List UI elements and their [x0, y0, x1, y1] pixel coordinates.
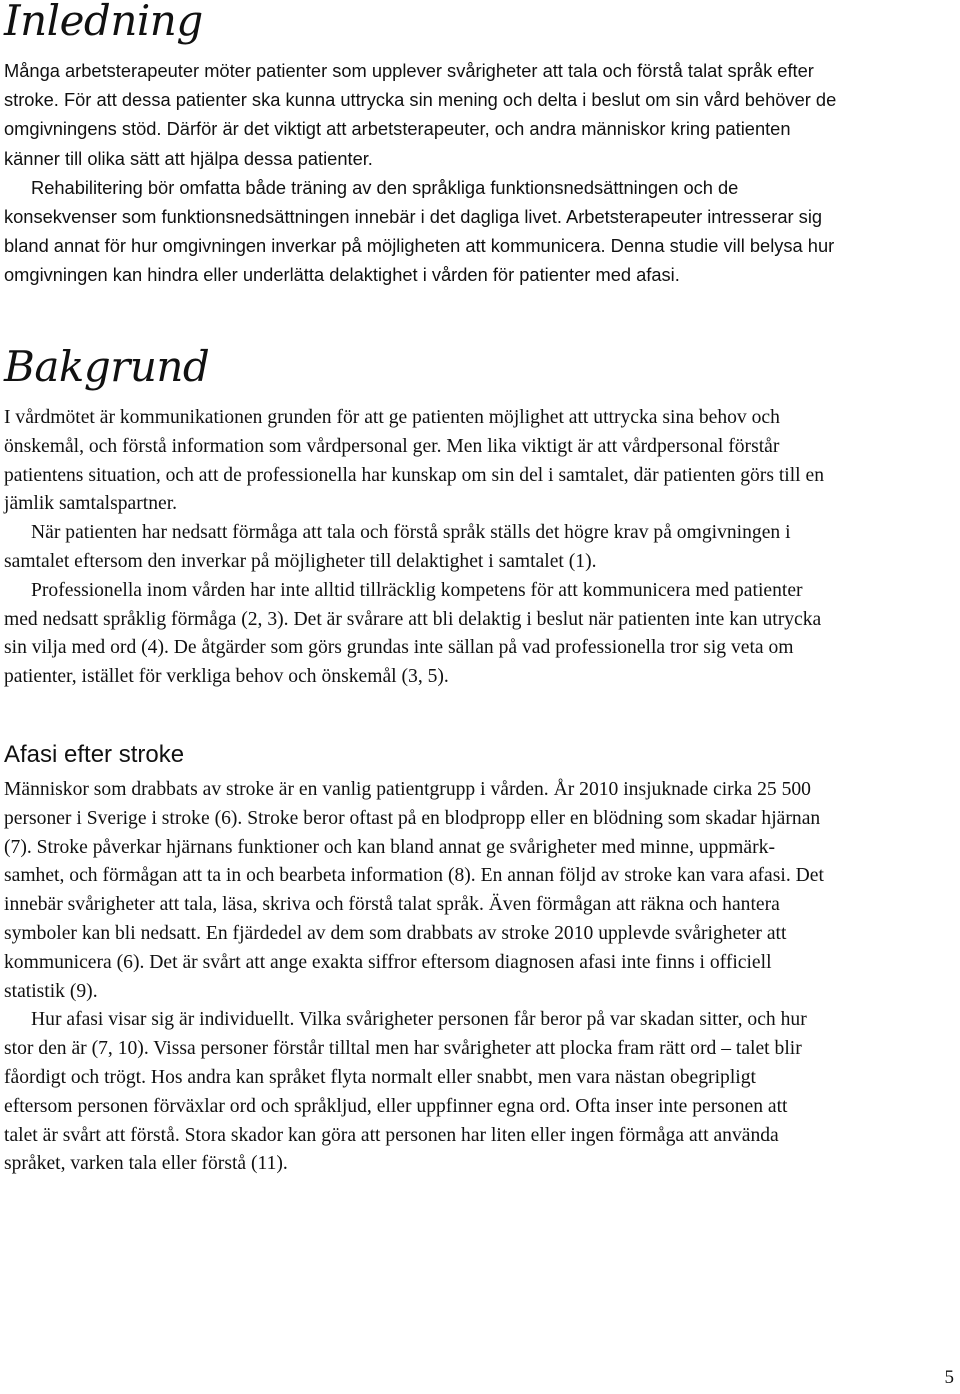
text-line: önskemål, och förstå information som vårdpersonal ger. Men lika viktigt är att vårdpersonal förstår [4, 435, 780, 457]
text-line: kommunicera (6). Det är svårt att ange exakta siffror eftersom diagnosen afasi inte finns i officiell [4, 951, 772, 973]
text-line-content: Rehabilitering bör omfatta både träning av den språkliga funktionsnedsättningen och de [31, 176, 739, 198]
text-line: sin vilja med ord (4). De åtgärder som görs grundas inte sällan på vad professionella tror sig veta om [4, 637, 794, 659]
text-line: innebär svårigheter att tala, läsa, skriva och förstå talat språk. Även förmågan att räkna och hantera [4, 894, 780, 916]
page-number: 5 [944, 1367, 954, 1388]
afasi-section [4, 776, 960, 1179]
text-line: känner till olika sätt att hjälpa dessa patienter. [4, 147, 373, 169]
text-line: eftersom personen förväxlar ord och språkljud, eller uppfinner egna ord. Ofta inser inte personen att [4, 1095, 788, 1117]
text-line: stroke. För att dessa patienter ska kunna uttrycka sin mening och delta i beslut om sin vård behöver de [4, 89, 837, 111]
heading-inledning: Inledning [4, 0, 203, 45]
text-line: personer i Sverige i stroke (6). Stroke beror oftast på en blodpropp eller en blödning som skadar hjärnan [4, 807, 821, 829]
heading-afasi-efter-stroke: Afasi efter stroke [4, 741, 185, 768]
text-line: språket, varken tala eller förstå (11). [4, 1153, 288, 1175]
text-line-indented [4, 519, 960, 548]
text-line: Många arbetsterapeuter möter patienter som upplever svårigheter att tala och förstå talat språk efter [4, 60, 814, 81]
text-line-indented [4, 577, 960, 606]
text-line: I vårdmötet är kommunikationen grunden för att ge patienten möjlighet att uttrycka sina behov och [4, 407, 780, 428]
heading-bakgrund: Bakgrund [4, 342, 210, 391]
text-line: bland annat för hur omgivningen inverkar på möjligheten att kommunicera. Denna studie vill belysa hur [4, 235, 835, 257]
text-line: konsekvenser som funktionsnedsättningen innebär i det dagliga livet. Arbetsterapeuter intresserar sig [4, 206, 823, 228]
text-line-content: Hur afasi visar sig är individuellt. Vilka svårigheter personen får beror på var skadan sitter, och hur [31, 1009, 807, 1031]
text-line-indented [4, 173, 960, 202]
text-line-content: När patienten har nedsatt förmåga att tala och förstå språk ställs det högre krav på omgivningen i [31, 522, 791, 544]
text-line: omgivningen kan hindra eller underlätta delaktighet i vården för patienter med afasi. [4, 264, 680, 286]
text-line: fåordigt och trögt. Hos andra kan språket flyta normalt eller snabbt, men vara nästan obegripligt [4, 1066, 756, 1088]
text-line: symboler kan bli nedsatt. En fjärdedel av dem som drabbats av stroke 2010 upplevde svårigheter att [4, 922, 787, 944]
text-line: stor den är (7, 10). Vissa personer förstår tilltal men har svårigheter att plocka fram rätt ord – talet blir [4, 1038, 802, 1060]
text-line: patientens situation, och att de professionella har kunskap om sin del i samtalet, där patienten görs till en [4, 464, 825, 486]
bakgrund-section [4, 404, 960, 692]
text-line: statistik (9). [4, 980, 98, 1002]
text-line: jämlik samtalspartner. [4, 493, 178, 515]
text-line-content: Professionella inom vården har inte alltid tillräcklig kompetens för att kommunicera med patienter [31, 579, 803, 601]
text-line: omgivningens stöd. Därför är det viktigt att arbetsterapeuter, och andra människor kring patienten [4, 118, 791, 140]
text-line: patienter, istället för verkliga behov och önskemål (3, 5). [4, 666, 449, 688]
text-line: samtalet eftersom den inverkar på möjligheter till delaktighet i samtalet (1). [4, 550, 597, 572]
text-line: talet är svårt att förstå. Stora skador kan göra att personen har liten eller ingen förmåga att använda [4, 1124, 779, 1146]
text-line: samhet, och förmågan att ta in och bearbeta information (8). En annan följd av stroke kan vara afasi. Det [4, 865, 824, 887]
text-line-indented [4, 1006, 960, 1035]
text-line: med nedsatt språklig förmåga (2, 3). Det är svårare att bli delaktig i beslut när patienten inte kan utrycka [4, 608, 822, 630]
inledning-section [4, 56, 960, 290]
text-line: (7). Stroke påverkar hjärnans funktioner och kan bland annat ge svårigheter med minne, uppmärk- [4, 836, 775, 858]
text-line: Människor som drabbats av stroke är en vanlig patientgrupp i vården. År 2010 insjuknade cirka 25 500 [4, 779, 811, 800]
